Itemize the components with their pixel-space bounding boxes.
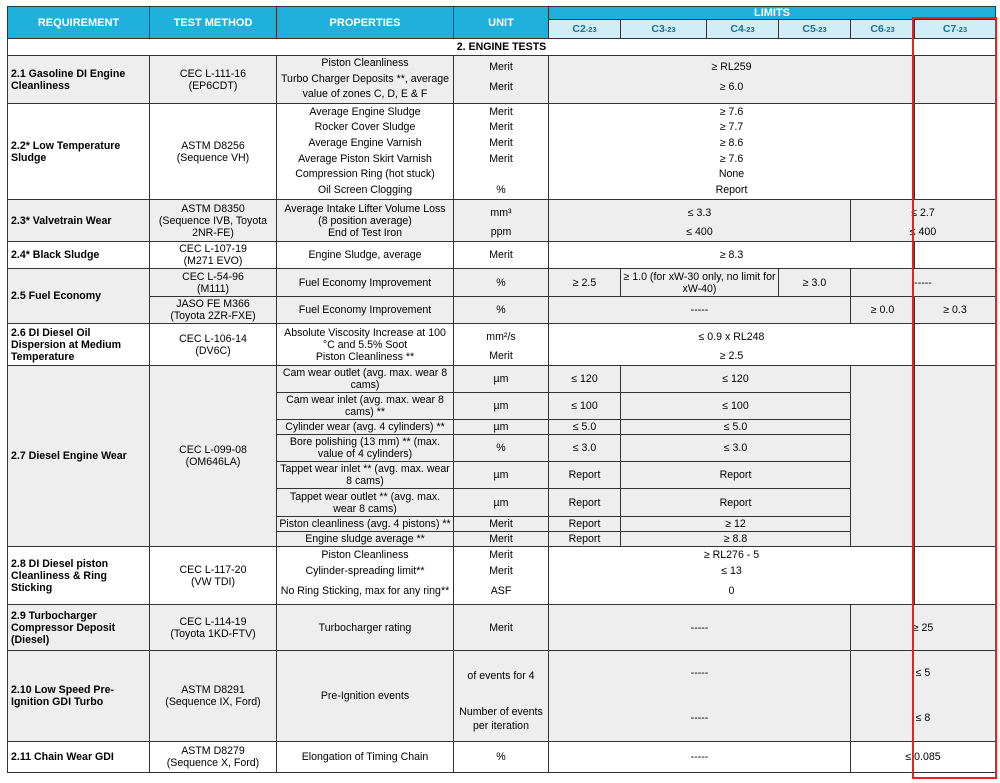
prop: Engine Sludge, average [277,242,454,269]
prop: Bore polishing (13 mm) ** (max. value of 4 cylinders) [277,435,454,462]
prop: Fuel Economy Improvement [277,269,454,297]
limit: 0 [728,585,735,598]
prop: Elongation of Timing Chain [277,742,454,773]
row-2-9 [8,605,996,651]
row-2-1 [8,56,996,104]
method-2-1: CEC L-111-16 (EP6CDT) [150,56,277,104]
method-2-5b: JASO FE M366 (Toyota 2ZR-FXE) [150,297,277,324]
prop: Pre-Ignition events [277,651,454,742]
limit: ≤ 3.3 [687,206,712,219]
limit-c7 [915,547,996,605]
limit-c6-c7: ----- [851,269,996,297]
unit: % [454,435,549,462]
engine-tests-table [7,6,996,773]
prop: Tappet wear outlet ** (avg. max. wear 8 cams) [277,489,454,517]
limit: None [718,168,745,181]
prop: Absolute Viscosity Increase at 100 °C and 5.5% Soot [284,326,446,351]
req-2-6: 2.6 DI Diesel Oil Dispersion at Medium Temperature [8,324,150,366]
method-2-10: ASTM D8291 (Sequence IX, Ford) [150,651,277,742]
prop: Cylinder-spreading limit** [305,564,425,577]
prop: Average Engine Sludge [309,105,421,118]
limit-c2: Report [549,532,621,547]
unit: % [454,297,549,324]
row-2-5a [8,269,996,297]
req-2-9: 2.9 Turbocharger Compressor Deposit (Diesel) [8,605,150,651]
limit-c7 [915,56,996,104]
row-2-3 [8,200,996,242]
prop: Average Engine Varnish [308,136,422,149]
limit: ≥ RL276 - 5 [703,548,760,561]
section-title: 2. ENGINE TESTS [8,39,996,56]
limit-c2: Report [549,462,621,489]
unit: Merit [489,81,513,94]
limit-c3-c5: ≤ 5.0 [621,420,851,435]
header-class-c3: C3-23 [621,20,707,39]
limit-c2-c5: ----- [549,297,851,324]
limit: ≥ 7.6 [719,152,744,165]
limit-c6 [851,366,915,547]
row-2-7 [8,366,996,393]
limit: ≤ 0.9 x RL248 [698,330,765,343]
limit: ≤ 5 [915,667,931,680]
unit: Merit [489,105,513,118]
prop: Turbo Charger Deposits **, average value of zones C, D, E & F [280,72,449,101]
limit: ≥ RL259 [711,60,752,73]
row-2-6 [8,324,996,366]
header-limits: LIMITS [549,7,996,20]
unit: Merit [489,60,513,73]
header-class-c7: C7-23 [915,20,996,39]
limit-c7: ≥ 0.3 [915,297,996,324]
limit-c3-c5: ≤ 120 [621,366,851,393]
req-2-5: 2.5 Fuel Economy [8,269,150,324]
limit: ≥ 7.7 [719,121,744,134]
prop: End of Test Iron [327,226,402,239]
limit: Report [715,183,748,196]
req-2-4: 2.4* Black Sludge [8,242,150,269]
prop: Average Intake Lifter Volume Loss (8 position average) [284,202,446,227]
req-2-3: 2.3* Valvetrain Wear [8,200,150,242]
limit-c2: ≥ 2.5 [549,269,621,297]
row-2-5b [8,297,996,324]
row-2-4 [8,242,996,269]
unit: Merit [489,349,513,362]
unit: Number of events per iteration [459,706,543,733]
limit: ≤ 8 [915,712,931,725]
header-requirement: REQUIREMENT [8,7,150,39]
unit: Merit [489,136,513,149]
method-2-3: ASTM D8350 (Sequence IVB, Toyota 2NR-FE) [150,200,277,242]
limit: ≤ 13 [721,564,742,577]
req-2-1: 2.1 Gasoline DI Engine Cleanliness [8,56,150,104]
limit-c3-c5: ≤ 3.0 [621,435,851,462]
limit: ≥ 2.5 [719,349,744,362]
limit-c2-c5: ----- [549,742,851,773]
prop: Piston Cleanliness ** [315,350,415,363]
limit: ≤ 2.7 [911,206,935,219]
header-unit: UNIT [454,7,549,39]
limit-c2-c5: ----- [549,605,851,651]
prop: Cam wear outlet (avg. max. wear 8 cams) [277,366,454,393]
prop: Cylinder wear (avg. 4 cylinders) ** [277,420,454,435]
prop: Oil Screen Clogging [317,183,413,196]
unit: Merit [489,152,513,165]
limit-c2: Report [549,489,621,517]
unit: ASF [490,585,512,598]
method-2-2: ASTM D8256 (Sequence VH) [150,104,277,200]
unit: µm [454,420,549,435]
unit: Merit [454,517,549,532]
prop: Rocker Cover Sludge [314,121,416,134]
header-class-c6: C6-23 [851,20,915,39]
unit: Merit [454,532,549,547]
limit-c3-c5: ≥ 12 [621,517,851,532]
limit-c2: ≤ 5.0 [549,420,621,435]
unit: mm²/s [486,330,516,343]
limit-c7 [915,242,996,269]
unit: Merit [454,605,549,651]
prop: Cam wear inlet (avg. max. wear 8 cams) ** [277,393,454,420]
prop: Average Piston Skirt Varnish [298,152,432,165]
limit: ≥ 8.3 [549,242,915,269]
limit-c3-c4: ≥ 1.0 (for xW-30 only, no limit for xW-40) [621,269,779,297]
header-test-method: TEST METHOD [150,7,277,39]
prop: Turbocharger rating [277,605,454,651]
prop: Compression Ring (hot stuck) [295,168,435,181]
unit: mm³ [490,206,512,219]
unit: ppm [490,225,512,238]
limit-c3-c5: ≤ 100 [621,393,851,420]
limit: ----- [690,712,709,725]
req-2-8: 2.8 DI Diesel piston Cleanliness & Ring Sticking [8,547,150,605]
prop: Piston Cleanliness [321,548,409,561]
header-class-c2: C2-23 [549,20,621,39]
method-2-5a: CEC L-54-96 (M111) [150,269,277,297]
row-2-8 [8,547,996,605]
limit-c7 [915,324,996,366]
unit [456,167,546,183]
req-2-11: 2.11 Chain Wear GDI [8,742,150,773]
row-2-11 [8,742,996,773]
limit-c3-c5: Report [621,462,851,489]
method-2-11: ASTM D8279 (Sequence X, Ford) [150,742,277,773]
req-2-7: 2.7 Diesel Engine Wear [8,366,150,547]
method-2-6: CEC L-106-14 (DV6C) [150,324,277,366]
header-class-c5: C5-23 [779,20,851,39]
req-2-2: 2.2* Low Temperature Sludge [8,104,150,200]
unit: µm [454,489,549,517]
prop: Fuel Economy Improvement [277,297,454,324]
prop: Piston Cleanliness [321,57,409,69]
prop: Engine sludge average ** [277,532,454,547]
method-2-4: CEC L-107-19 (M271 EVO) [150,242,277,269]
limit-c2: ≤ 3.0 [549,435,621,462]
limit: ≤ 400 [909,225,937,238]
limit-c2: ≤ 100 [549,393,621,420]
req-2-10: 2.10 Low Speed Pre-Ignition GDI Turbo [8,651,150,742]
unit: µm [454,366,549,393]
unit: µm [454,462,549,489]
header-properties: PROPERTIES [277,7,454,39]
prop: No Ring Sticking, max for any ring** [280,585,450,598]
limit: ≥ 6.0 [719,81,744,94]
limit: ≥ 7.6 [719,105,744,118]
limit-c6: ≥ 0.0 [851,297,915,324]
limit-c6-c7: ≤ 0.085 [851,742,996,773]
limit-c7 [915,104,996,200]
limit: ≥ 8.6 [719,136,744,149]
limit-c3-c5: Report [621,489,851,517]
method-2-8: CEC L-117-20 (VW TDI) [150,547,277,605]
unit: of events for 4 [467,670,535,683]
unit: Merit [454,242,549,269]
method-2-9: CEC L-114-19 (Toyota 1KD-FTV) [150,605,277,651]
method-2-7: CEC L-099-08 (OM646LA) [150,366,277,547]
unit: % [454,742,549,773]
unit: % [454,269,549,297]
limit: ----- [690,667,709,680]
unit: Merit [489,121,513,134]
unit: Merit [489,564,513,577]
row-2-10 [8,651,996,742]
limit-c3-c5: ≥ 8.8 [621,532,851,547]
unit: % [496,183,506,196]
row-2-2 [8,104,996,200]
header-class-c4: C4-23 [707,20,779,39]
prop: Piston cleanliness (avg. 4 pistons) ** [277,517,454,532]
limit-c7 [915,366,996,547]
limit-c5: ≥ 3.0 [779,269,851,297]
unit: Merit [489,548,513,561]
limit-c2: Report [549,517,621,532]
unit: µm [454,393,549,420]
limit: ≤ 400 [686,225,713,238]
limit-c6-c7: ≥ 25 [851,605,996,651]
prop: Tappet wear inlet ** (avg. max. wear 8 cams) [277,462,454,489]
limit-c2: ≤ 120 [549,366,621,393]
